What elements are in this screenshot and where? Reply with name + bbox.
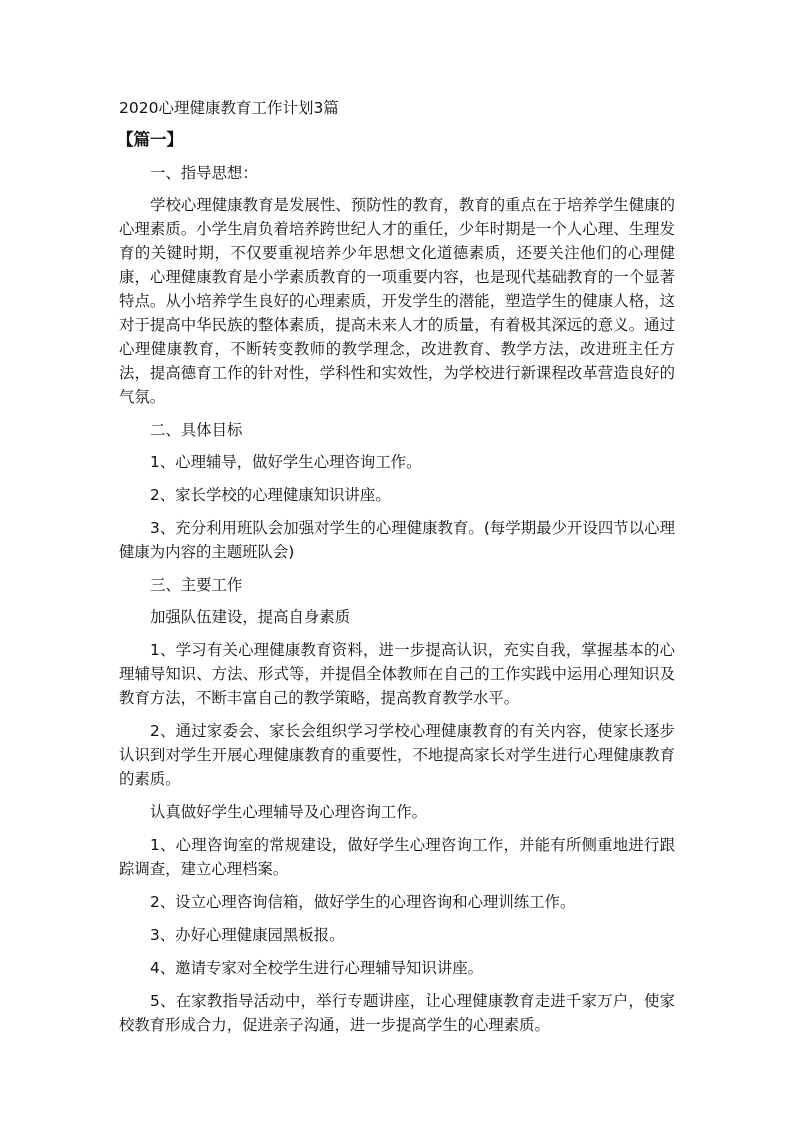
team-building-item-1: 1、学习有关心理健康教育资料，进一步提高认识，充实自我，掌握基本的心理辅导知识、方法、形式等，并提倡全体教师在自己的工作实践中运用心理知识及教育方法，不断丰富自己的教学策略，提高教育教学水平。 — [119, 641, 675, 707]
section-heading-specific-goals: 二、具体目标 — [150, 421, 243, 439]
counseling-item-2: 2、设立心理咨询信箱，做好学生的心理咨询和心理训练工作。 — [150, 893, 576, 911]
section-heading-guiding-ideology: 一、指导思想： — [150, 164, 258, 182]
counseling-item-3: 3、办好心理健康园黑板报。 — [150, 926, 345, 944]
goal-item-1: 1、心理辅导，做好学生心理咨询工作。 — [150, 453, 422, 471]
section-heading-main-work: 三、主要工作 — [150, 576, 243, 594]
chapter-heading: 【篇一】 — [117, 130, 183, 149]
goal-item-2: 2、家长学校的心理健康知识讲座。 — [150, 486, 391, 504]
goal-item-3: 3、充分利用班队会加强对学生的心理健康教育。(每学期最少开设四节以心理健康为内容的主题班队会) — [119, 519, 675, 561]
document-body — [119, 161, 675, 1046]
subheading-team-building: 加强队伍建设，提高自身素质 — [150, 608, 351, 626]
paragraph-guiding-ideology: 学校心理健康教育是发展性、预防性的教育，教育的重点在于培养学生健康的心理素质。小学生肩负着培养跨世纪人才的重任，少年时期是一个人心理、生理发育的关键时期，不仅要重视培养少年思想文化道德素质，还要关注他们的心理健康，心理健康教育是小学素质教育的一项重要内容，也是现代基础教育的一个显著特点。从小培养学生良好的心理素质，开发学生的潜能，塑造学生的健康人格，这对于提高中华民族的整体素质，提高未来人才的质量，有着极其深远的意义。通过心理健康教育，不断转变教师的教学理念，改进教育、教学方法，改进班主任方法，提高德育工作的针对性，学科性和实效性，为学校进行新课程改革营造良好的气氛。 — [119, 196, 675, 406]
counseling-item-5: 5、在家教指导活动中，举行专题讲座，让心理健康教育走进千家万户，使家校教育形成合力，促进亲子沟通，进一步提高学生的心理素质。 — [119, 992, 675, 1034]
subheading-counseling-work: 认真做好学生心理辅导及心理咨询工作。 — [150, 803, 428, 821]
team-building-item-2: 2、通过家委会、家长会组织学习学校心理健康教育的有关内容，使家长逐步认识到对学生开展心理健康教育的重要性，不地提高家长对学生进行心理健康教育的素质。 — [119, 722, 675, 788]
document-title: 2020心理健康教育工作计划3篇 — [119, 99, 339, 117]
counseling-item-1: 1、心理咨询室的常规建设，做好学生心理咨询工作，并能有所侧重地进行跟踪调查，建立心理档案。 — [119, 836, 675, 878]
counseling-item-4: 4、邀请专家对全校学生进行心理辅导知识讲座。 — [150, 959, 483, 977]
